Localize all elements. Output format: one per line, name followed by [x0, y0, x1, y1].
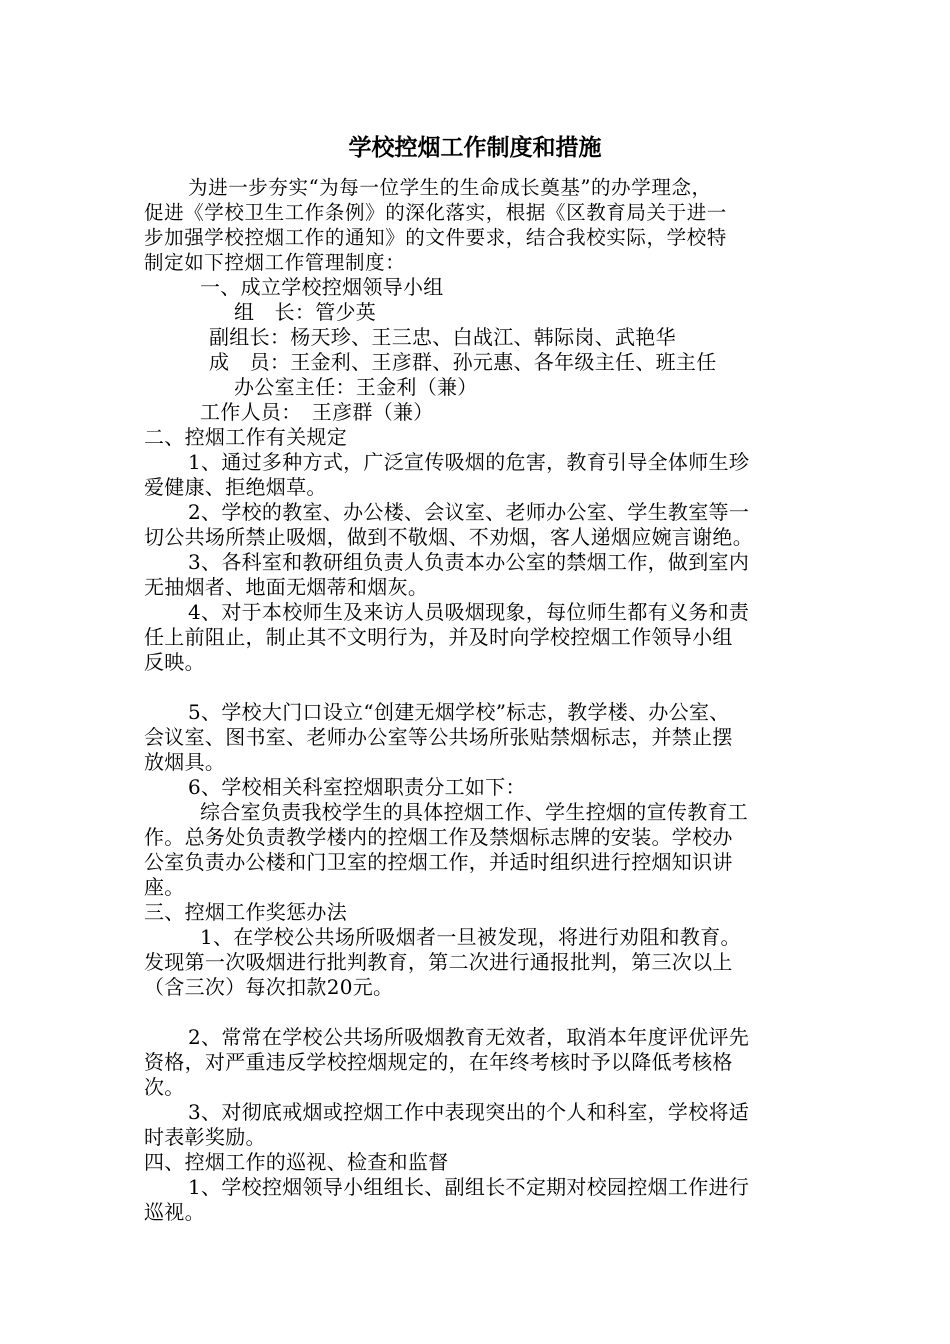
section1-heading: 一、成立学校控烟领导小组	[200, 275, 444, 299]
paragraph-line: 会议室、图书室、老师办公室等公共场所张贴禁烟标志，并禁止摆	[144, 725, 733, 749]
paragraph-line: 1、学校控烟领导小组组长、副组长不定期对校园控烟工作进行	[188, 1175, 750, 1199]
paragraph-line: 3、各科室和教研组负责人负责本办公室的禁烟工作，做到室内	[188, 550, 750, 574]
section4-heading: 四、控烟工作的巡视、检查和监督	[144, 1150, 449, 1174]
intro-line: 为进一步夯实“为每一位学生的生命成长奠基”的办学理念，	[188, 176, 712, 199]
paragraph-line: 时表彰奖励。	[144, 1125, 266, 1149]
paragraph-line: 座。	[144, 875, 185, 899]
paragraph-line: 任上前阻止，制止其不文明行为，并及时向学校控烟工作领导小组	[144, 625, 733, 649]
paragraph-line: 资格，对严重违反学校控烟规定的，在年终考核时予以降低考核格	[144, 1050, 733, 1074]
paragraph-line: 1、在学校公共场所吸烟者一旦被发现，将进行劝阻和教育。	[200, 925, 741, 949]
office-director-line: 办公室主任：王金利（兼）	[234, 375, 478, 399]
section2-heading: 二、控烟工作有关规定	[144, 425, 347, 449]
paragraph-line: 2、学校的教室、办公楼、会议室、老师办公室、学生教室等一	[188, 500, 750, 524]
paragraph-line: 反映。	[144, 650, 205, 674]
page-title: 学校控烟工作制度和措施	[348, 135, 602, 161]
section3-heading: 三、控烟工作奖惩办法	[144, 900, 347, 924]
leader-line: 组 长：管少英	[234, 300, 377, 324]
paragraph-line: 次。	[144, 1075, 185, 1099]
paragraph-line: 公室负责办公楼和门卫室的控烟工作，并适时组织进行控烟知识讲	[144, 850, 733, 874]
paragraph-line: 无抽烟者、地面无烟蒂和烟灰。	[144, 575, 429, 599]
intro-line: 促进《学校卫生工作条例》的深化落实，根据《区教育局关于进一	[144, 201, 727, 224]
paragraph-line: 综合室负责我校学生的具体控烟工作、学生控烟的宣传教育工	[200, 800, 749, 824]
members-line: 成 员：王金利、王彦群、孙元惠、各年级主任、班主任	[209, 350, 717, 374]
vice-leaders-line: 副组长：杨天珍、王三忠、白战江、韩际岗、武艳华	[209, 325, 676, 349]
intro-line: 步加强学校控烟工作的通知》的文件要求，结合我校实际，学校特	[144, 226, 727, 249]
paragraph-line: 5、学校大门口设立“创建无烟学校”标志，教学楼、办公室、	[188, 700, 730, 724]
paragraph-line: 放烟具。	[144, 750, 226, 774]
intro-line: 制定如下控烟工作管理制度：	[144, 251, 406, 274]
paragraph-line: 发现第一次吸烟进行批判教育，第二次进行通报批判，第三次以上	[144, 950, 733, 974]
paragraph-line: 2、常常在学校公共场所吸烟教育无效者，取消本年度评优评先	[188, 1025, 750, 1049]
paragraph-line: （含三次）每次扣款20元。	[144, 975, 394, 999]
staff-line: 工作人员： 王彦群（兼）	[200, 400, 434, 424]
paragraph-line: 作。总务处负责教学楼内的控烟工作及禁烟标志牌的安装。学校办	[144, 825, 733, 849]
paragraph-line: 4、对于本校师生及来访人员吸烟现象，每位师生都有义务和责	[188, 600, 750, 624]
paragraph-line: 3、对彻底戒烟或控烟工作中表现突出的个人和科室，学校将适	[188, 1100, 750, 1124]
paragraph-line: 切公共场所禁止吸烟，做到不敬烟、不劝烟，客人递烟应婉言谢绝。	[144, 525, 753, 549]
paragraph-line: 6、学校相关科室控烟职责分工如下：	[188, 775, 526, 799]
paragraph-line: 巡视。	[144, 1200, 205, 1224]
paragraph-line: 1、通过多种方式，广泛宣传吸烟的危害，教育引导全体师生珍	[188, 450, 750, 474]
paragraph-line: 爱健康、拒绝烟草。	[144, 475, 327, 499]
